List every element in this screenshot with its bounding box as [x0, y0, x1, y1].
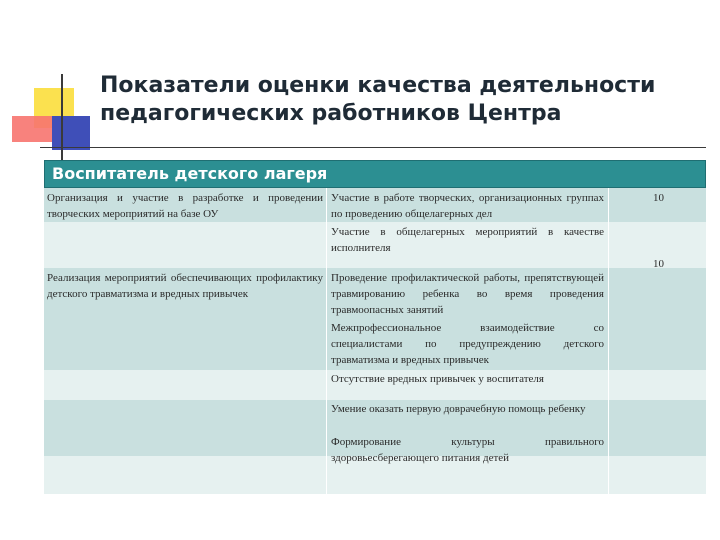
decor-horizontal-line — [40, 147, 706, 148]
criterion-cell-2: Реализация мероприятий обеспечивающих профилактику детского травматизма и вредных привычек — [47, 272, 323, 300]
column-divider — [326, 188, 327, 494]
section-header — [44, 160, 706, 188]
indicator-cell-2-5: Формирование культуры правильного здоровьесберегающего питания детей — [331, 436, 604, 464]
criterion-cell-1: Организация и участие в разработке и проведении творческих мероприятий на базе ОУ — [47, 192, 323, 220]
indicator-cell-2-4: Умение оказать первую доврачебную помощь ребенку — [331, 403, 586, 415]
criteria-table — [44, 188, 706, 494]
section-header-label: Воспитатель детского лагеря — [52, 164, 328, 183]
indicator-cell-2-2: Межпрофессиональное взаимодействие со специалистами по предупреждению детского травматизма и вредных привычек — [331, 322, 604, 366]
decor-blue-square — [52, 116, 90, 150]
title-line-2: педагогических работников Центра — [100, 101, 562, 126]
indicator-cell-1-2: Участие в общелагерных мероприятий в качестве исполнителя — [331, 226, 604, 254]
column-divider — [608, 188, 609, 494]
title-line-1: Показатели оценки качества деятельности — [100, 73, 656, 98]
score-cell-1: 10 — [653, 192, 664, 204]
indicator-cell-1-1: Участие в работе творческих, организационных группах по проведению общелагерных дел — [331, 192, 604, 220]
page-title — [100, 72, 700, 128]
indicator-cell-2-1: Проведение профилактической работы, препятствующей травмированию ребенка во время проведения травмоопасных занятий — [331, 272, 604, 316]
indicator-cell-2-3: Отсутствие вредных привычек у воспитателя — [331, 373, 544, 385]
score-cell-2: 10 — [653, 258, 664, 270]
